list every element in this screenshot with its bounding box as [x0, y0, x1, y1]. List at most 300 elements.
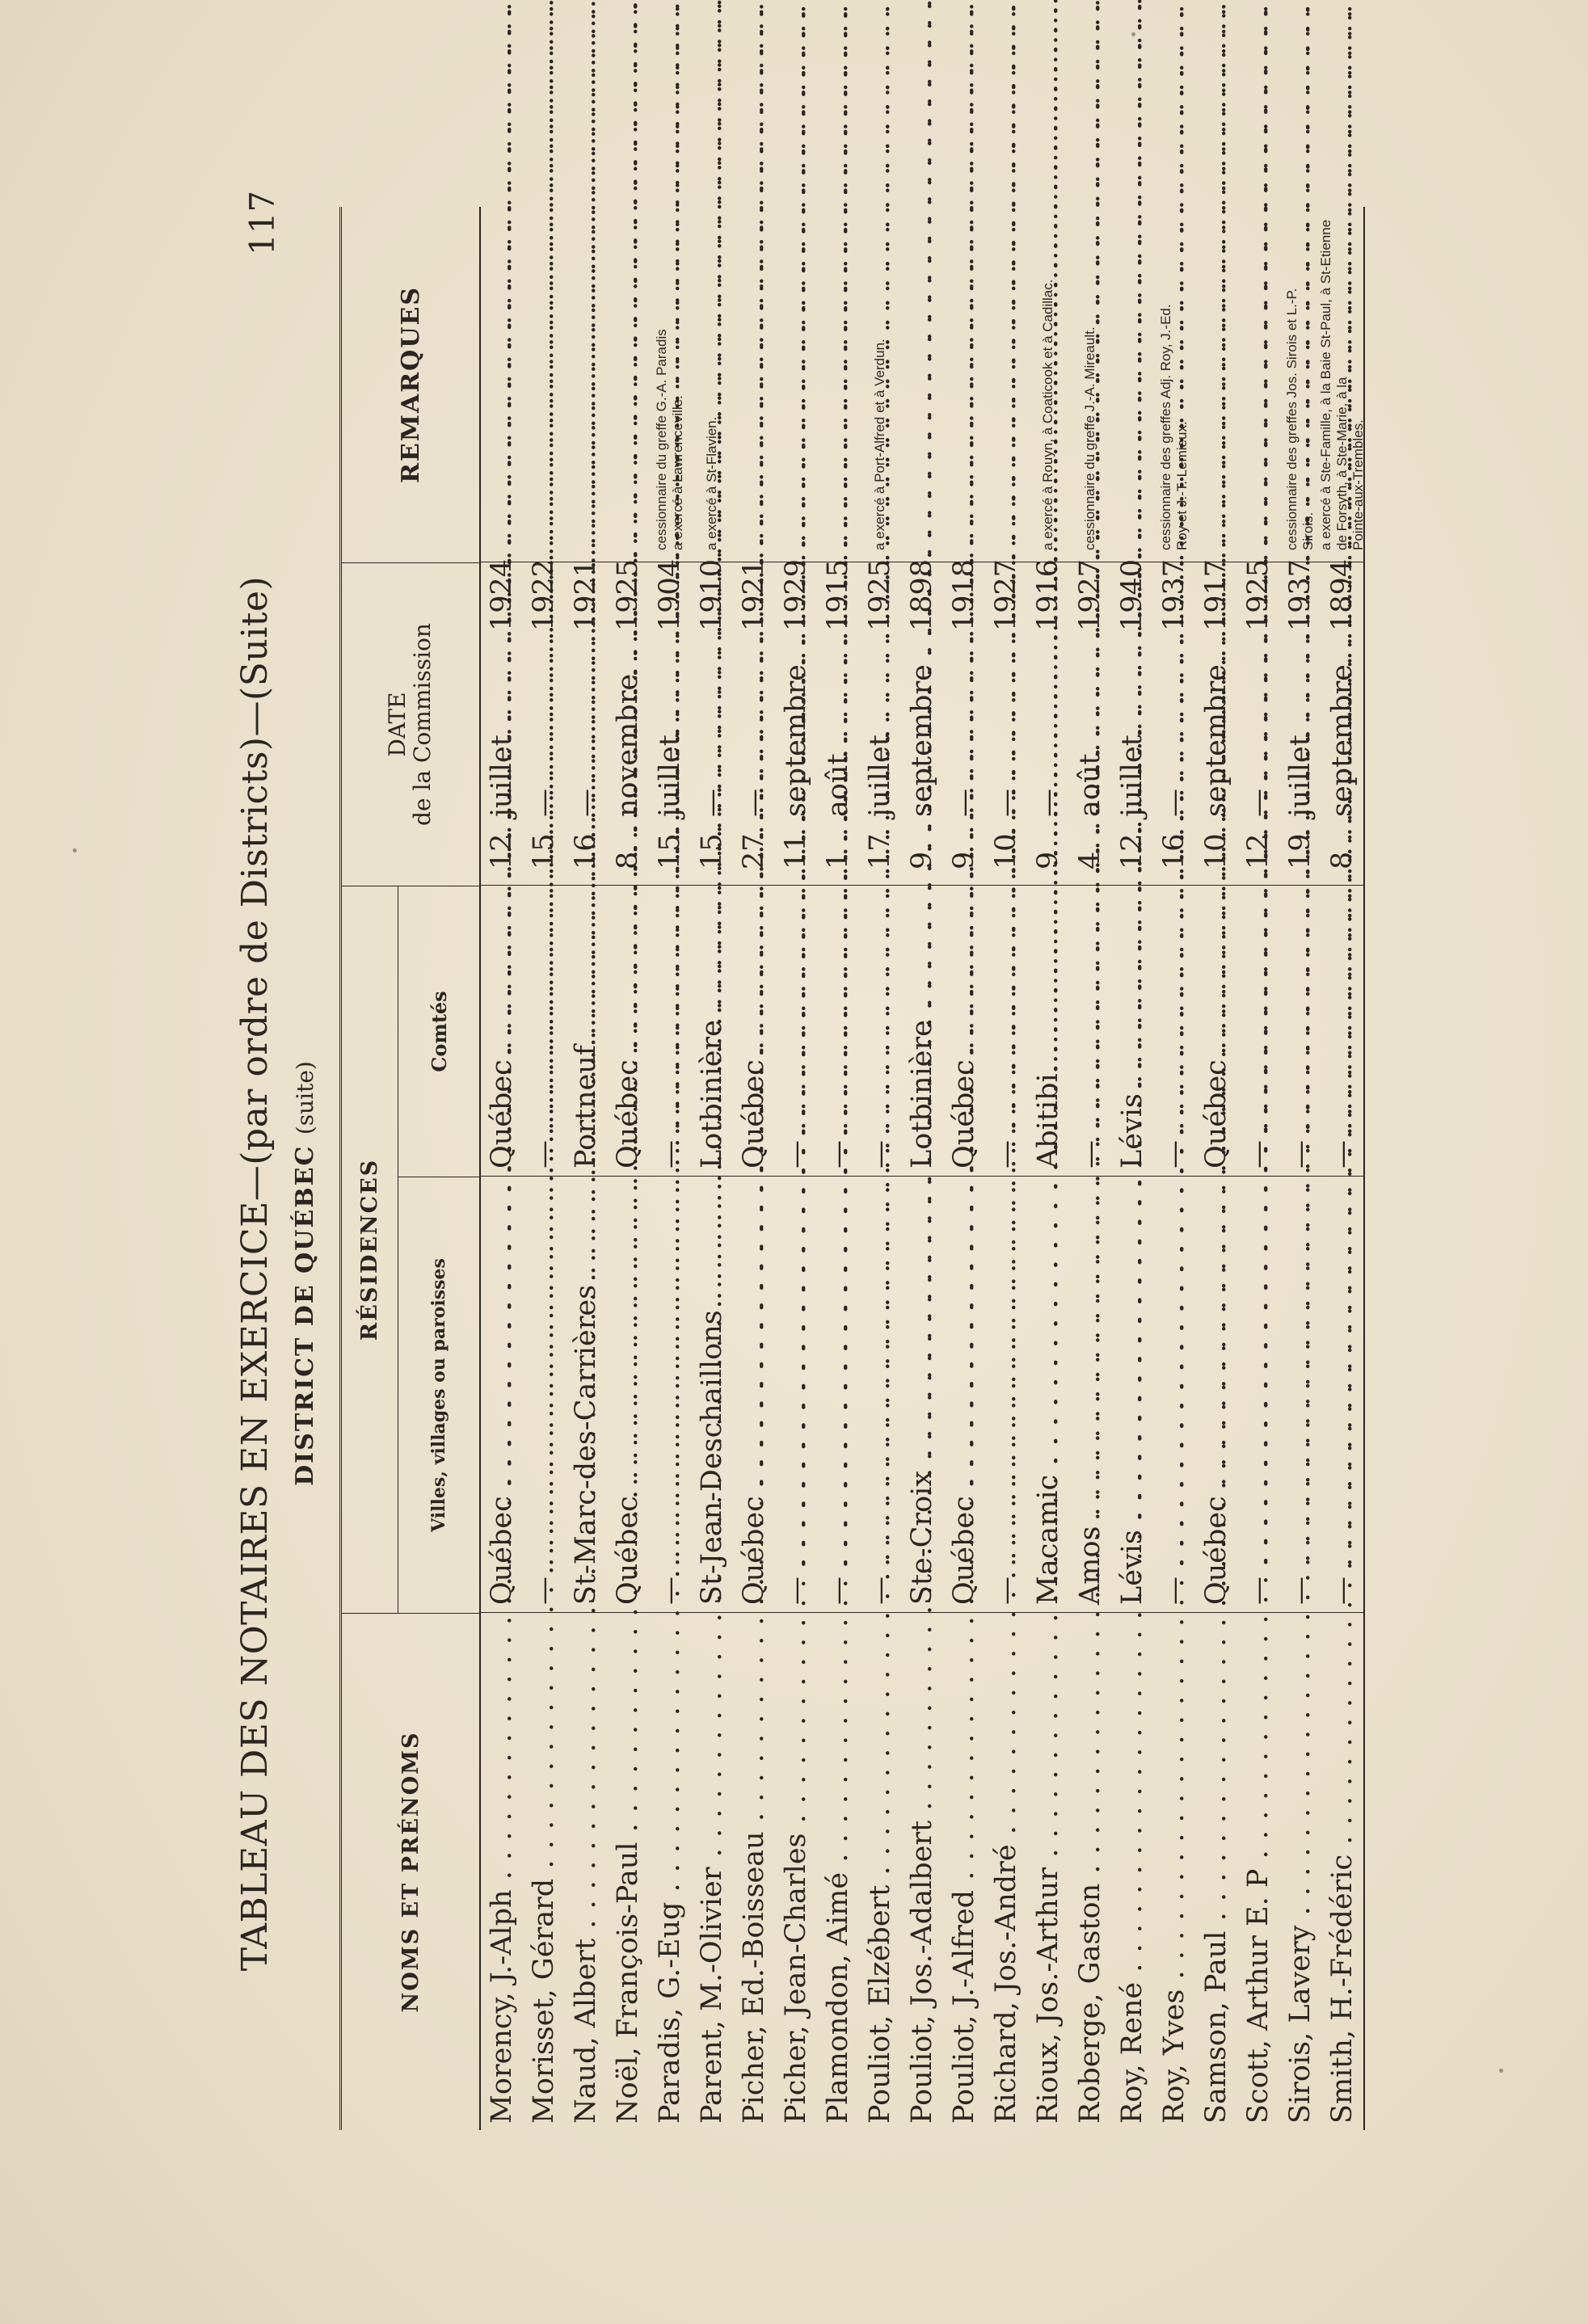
residence-ville-text: — [780, 1577, 812, 1605]
remarque [859, 207, 901, 550]
residence-comte-text: Lotbinière [906, 1020, 938, 1168]
commission-month [565, 615, 607, 817]
commission-year [1153, 558, 1195, 631]
residence-comte [607, 886, 649, 1168]
commission-month-text: — [1032, 789, 1064, 817]
commission-day-text: 16 [570, 833, 602, 869]
notaire-name-text: Parent, M.-Olivier [696, 1867, 728, 2124]
commission-year-text: 1922 [528, 558, 560, 631]
residence-ville-text: Macamic [1032, 1474, 1064, 1605]
residence-comte-text: — [864, 1140, 896, 1168]
page-number: 117 [242, 190, 282, 255]
table-row [817, 207, 859, 2130]
table-row [691, 207, 733, 2130]
remarque-line: Sirois. [1300, 512, 1316, 550]
residence-comte-text: — [1284, 1140, 1316, 1168]
remarque [1153, 207, 1195, 550]
residence-ville-text: Québec [486, 1496, 518, 1605]
commission-day-text: 9 [1032, 851, 1064, 869]
commission-year-text: 1916 [1032, 558, 1064, 631]
commission-day [649, 821, 691, 869]
commission-day [733, 821, 775, 869]
table-body [481, 207, 1366, 2130]
residence-ville [649, 1177, 691, 1605]
commission-month [1237, 615, 1279, 817]
commission-year-text: 1927 [990, 558, 1022, 631]
notaire-name-text: Smith, H.-Frédéric [1326, 1854, 1358, 2124]
commission-year-text: 1927 [1074, 558, 1106, 631]
notaire-name [901, 1613, 943, 2124]
residence-ville [985, 1177, 1027, 1605]
commission-year [523, 558, 565, 631]
column-divider [479, 885, 1363, 886]
notaire-name-text: Roberge, Gaston [1074, 1883, 1106, 2124]
commission-day [481, 821, 523, 869]
residence-ville-text: Québec [738, 1496, 770, 1605]
commission-day [943, 821, 985, 869]
notaire-name [733, 1613, 775, 2124]
commission-year [1237, 558, 1279, 631]
commission-month-text: septembre [780, 664, 812, 817]
residence-comte-text: Québec [612, 1059, 644, 1168]
residence-ville-text: Québec [612, 1496, 644, 1605]
residence-comte-text: — [1158, 1140, 1190, 1168]
table-row [523, 207, 565, 2130]
commission-year-text: 1925 [864, 558, 896, 631]
header-villes: Villes, villages ou paroisses [398, 1177, 479, 1613]
table-row [901, 207, 943, 2130]
header-date [342, 562, 479, 886]
residence-ville-text: — [1326, 1577, 1358, 1605]
commission-month-text: novembre [612, 673, 644, 817]
residence-comte-text: Lotbinière [696, 1020, 728, 1168]
remarque [817, 207, 859, 550]
residence-comte-text: Québec [486, 1059, 518, 1168]
notaire-name-text: Paradis, G.-Eug [654, 1901, 686, 2124]
commission-month [481, 615, 523, 817]
table-header [342, 207, 481, 2130]
commission-day [817, 821, 859, 869]
table-row [1237, 207, 1279, 2130]
commission-day-text: 12 [1242, 833, 1274, 869]
residence-ville [775, 1177, 817, 1605]
remarque [649, 207, 691, 550]
commission-year [1321, 558, 1363, 631]
header-comtes: Comtés [398, 886, 479, 1177]
notaire-name [775, 1613, 817, 2124]
commission-year [1111, 558, 1153, 631]
district-suite: (suite) [292, 1061, 318, 1135]
residence-comte-text: Québec [1200, 1059, 1232, 1168]
commission-year [481, 558, 523, 631]
residence-comte-text: — [654, 1140, 686, 1168]
commission-month-text: — [696, 789, 728, 817]
commission-year [565, 558, 607, 631]
commission-month [901, 615, 943, 817]
notaire-name [1153, 1613, 1195, 2124]
residence-ville [733, 1177, 775, 1605]
remarque [565, 207, 607, 550]
commission-day-text: 17 [864, 833, 896, 869]
residence-ville [901, 1177, 943, 1605]
commission-day [523, 821, 565, 869]
notaire-name-text: Noël, François-Paul [612, 1842, 644, 2124]
commission-month [1279, 615, 1321, 817]
table-row [649, 207, 691, 2130]
commission-day-text: 8 [612, 851, 644, 869]
table-row [565, 207, 607, 2130]
notaire-name [1321, 1613, 1363, 2124]
remarque [1069, 207, 1111, 550]
remarque [901, 207, 943, 550]
commission-month [691, 615, 733, 817]
commission-month [607, 615, 649, 817]
column-divider [479, 1612, 1363, 1613]
residence-ville-text: — [1284, 1577, 1316, 1605]
residence-comte [1195, 886, 1237, 1168]
commission-month [859, 615, 901, 817]
header-date-line2: de la Commission [409, 623, 436, 826]
commission-day [985, 821, 1027, 869]
commission-year-text: 1917 [1200, 558, 1232, 631]
table-row [943, 207, 985, 2130]
notaire-name [859, 1613, 901, 2124]
remarque [1111, 207, 1153, 550]
commission-year [1069, 558, 1111, 631]
commission-month-text: juillet [486, 735, 518, 817]
residence-ville [1321, 1177, 1363, 1605]
residence-comte-text: — [990, 1140, 1022, 1168]
residence-comte [733, 886, 775, 1168]
commission-year [1279, 558, 1321, 631]
commission-month [1027, 615, 1069, 817]
residence-ville-text: — [528, 1577, 560, 1605]
commission-day [1195, 821, 1237, 869]
notaire-name-text: Plamondon, Aimé [822, 1871, 854, 2124]
residence-comte [775, 886, 817, 1168]
remarque [985, 207, 1027, 550]
commission-day [1027, 821, 1069, 869]
commission-year-text: 1910 [696, 558, 728, 631]
remarque-line: a exercé à St-Flavien. [704, 416, 719, 550]
commission-month [1321, 615, 1363, 817]
residence-ville-text: — [1158, 1577, 1190, 1605]
commission-day-text: 4 [1074, 851, 1106, 869]
residence-comte [523, 886, 565, 1168]
commission-year-text: 1937 [1284, 558, 1316, 631]
commission-day-text: 15 [654, 833, 686, 869]
commission-day-text: 15 [696, 833, 728, 869]
commission-day [1321, 821, 1363, 869]
residence-ville-text: St-Marc-des-Carrières [570, 1284, 602, 1605]
remarque [1195, 207, 1237, 550]
table-row [481, 207, 523, 2130]
commission-month [1111, 615, 1153, 817]
notaire-name [1237, 1613, 1279, 2124]
table-row [1318, 207, 1366, 2130]
commission-day-text: 12 [1116, 833, 1148, 869]
remarque [943, 207, 985, 550]
remarque [1027, 207, 1069, 550]
residence-comte-text: — [528, 1140, 560, 1168]
commission-day-text: 10 [1200, 833, 1232, 869]
commission-year [649, 558, 691, 631]
notaire-name-text: Samson, Paul [1200, 1930, 1232, 2124]
residence-comte [1069, 886, 1111, 1168]
commission-day [775, 821, 817, 869]
remarque [1237, 207, 1279, 550]
commission-year-text: 1921 [738, 558, 770, 631]
remarque-line: cessionnaire du greffe J.-A. Mireault. [1082, 326, 1097, 550]
column-divider [479, 1176, 1363, 1177]
commission-day-text: 8 [1326, 851, 1358, 869]
notaire-name [481, 1613, 523, 2124]
remarque-line: cessionnaire des greffes Jos. Sirois et L.-P. [1284, 288, 1299, 550]
residence-ville [691, 1177, 733, 1605]
residence-ville-text: Québec [948, 1496, 980, 1605]
residence-comte [943, 886, 985, 1168]
commission-year [985, 558, 1027, 631]
residence-comte [481, 886, 523, 1168]
notaire-name [523, 1613, 565, 2124]
residence-comte [1321, 886, 1363, 1168]
commission-year [817, 558, 859, 631]
commission-year [1195, 558, 1237, 631]
residence-comte [859, 886, 901, 1168]
residence-ville [1237, 1177, 1279, 1605]
residence-comte-text: — [780, 1140, 812, 1168]
commission-month-text: — [1158, 789, 1190, 817]
notaire-name [1111, 1613, 1153, 2124]
commission-day-text: 11 [780, 833, 812, 869]
remarque [481, 207, 523, 550]
commission-year-text: 1924 [486, 558, 518, 631]
header-residences: RÉSIDENCES [342, 886, 398, 1613]
commission-month [817, 615, 859, 817]
notaire-name-text: Pouliot, J.-Alfred [948, 1889, 980, 2124]
residence-comte-text: Québec [738, 1059, 770, 1168]
residence-comte [1237, 886, 1279, 1168]
header-noms: NOMS ET PRÉNOMS [342, 1613, 479, 2130]
remarque-line: a exercé à Ste-Famille, à la Baie St-Paul, à St-Etienne de Forsyth, à Ste-Marie, à la [1318, 219, 1350, 550]
residence-ville-text: Lévis [1116, 1530, 1148, 1605]
commission-year-text: 1940 [1116, 558, 1148, 631]
remarque [607, 207, 649, 550]
residence-comte-text: Québec [948, 1059, 980, 1168]
residence-ville [481, 1177, 523, 1605]
residence-ville [1027, 1177, 1069, 1605]
notaire-name-text: Roy, Yves [1158, 1989, 1190, 2124]
remarque-line: Pointe-aux-Trembles. [1350, 419, 1366, 550]
notaire-name [649, 1613, 691, 2124]
commission-day [901, 821, 943, 869]
notaire-name-text: Richard, Jos.-André [990, 1844, 1022, 2124]
commission-month-text: — [528, 789, 560, 817]
commission-month-text: — [570, 789, 602, 817]
residence-ville-text: Amos [1074, 1526, 1106, 1605]
commission-year-text: 1898 [906, 558, 938, 631]
commission-year-text: 1921 [570, 558, 602, 631]
commission-month [985, 615, 1027, 817]
district-name: DISTRICT DE QUÉBEC [291, 1144, 319, 1486]
commission-month-text: juillet [1284, 735, 1316, 817]
commission-day-text: 10 [990, 833, 1022, 869]
residence-ville-text: — [822, 1577, 854, 1605]
residence-comte-text: Portneuf [570, 1045, 602, 1168]
residence-comte-text: — [1074, 1140, 1106, 1168]
notaire-name [943, 1613, 985, 2124]
notaire-name [817, 1613, 859, 2124]
residence-ville [943, 1177, 985, 1605]
commission-month-text: août [822, 753, 854, 817]
residence-ville-text: Québec [1200, 1496, 1232, 1605]
district-subtitle [291, 465, 319, 2082]
remarque [691, 207, 733, 550]
commission-day-text: 19 [1284, 833, 1316, 869]
residence-ville [523, 1177, 565, 1605]
residence-ville [817, 1177, 859, 1605]
residence-comte [985, 886, 1027, 1168]
commission-day-text: 1 [822, 851, 854, 869]
notaire-name [1195, 1613, 1237, 2124]
residence-comte-text: Abitibi [1032, 1073, 1064, 1168]
commission-day [1069, 821, 1111, 869]
notaire-name-text: Morisset, Gérard [528, 1878, 560, 2124]
commission-month [649, 615, 691, 817]
residence-ville [607, 1177, 649, 1605]
remarque-line: a exercé à Rouyn, à Coaticook et à Cadillac. [1040, 279, 1055, 550]
residence-ville [565, 1177, 607, 1605]
commission-year-text: 1915 [822, 558, 854, 631]
table-row [607, 207, 649, 2130]
commission-day [691, 821, 733, 869]
remarque-line: cessionnaire du greffe G.-A. Paradis [654, 329, 669, 550]
commission-day [1153, 821, 1195, 869]
commission-year [1027, 558, 1069, 631]
commission-month-text: septembre [1200, 664, 1232, 817]
remarque [1279, 207, 1321, 550]
commission-year-text: 1937 [1158, 558, 1190, 631]
notaire-name [565, 1613, 607, 2124]
commission-month-text: — [948, 789, 980, 817]
commission-day-text: 9 [906, 851, 938, 869]
commission-month [943, 615, 985, 817]
residence-ville [1069, 1177, 1111, 1605]
commission-year [607, 558, 649, 631]
commission-month-text: — [990, 789, 1022, 817]
remarque-line: a exercé à Port-Alfred et à Verdun. [872, 339, 887, 550]
residence-ville [859, 1177, 901, 1605]
commission-month-text: septembre [906, 664, 938, 817]
commission-year-text: 1925 [1242, 558, 1274, 631]
table-row [775, 207, 817, 2130]
remarque-line: cessionnaire des greffes Adj. Roy, J.-Ed. [1158, 304, 1173, 550]
residence-comte-text: — [822, 1140, 854, 1168]
remarque [775, 207, 817, 550]
commission-month-text: juillet [864, 735, 896, 817]
commission-year [691, 558, 733, 631]
residence-ville-text: — [990, 1577, 1022, 1605]
remarque [523, 207, 565, 550]
commission-day-text: 16 [1158, 833, 1190, 869]
commission-year [733, 558, 775, 631]
residence-comte [691, 886, 733, 1168]
notaire-name-text: Roy, René [1116, 1981, 1148, 2124]
notaire-name [985, 1613, 1027, 2124]
notaire-name-text: Pouliot, Elzébert [864, 1884, 896, 2124]
table-row [733, 207, 775, 2130]
residence-ville [1195, 1177, 1237, 1605]
header-date-line1: DATE [384, 692, 411, 757]
commission-month-text: août [1074, 753, 1106, 817]
notaire-name [607, 1613, 649, 2124]
residence-comte [1153, 886, 1195, 1168]
table-row [985, 207, 1027, 2130]
residence-ville-text: — [1242, 1577, 1274, 1605]
commission-month-text: septembre [1326, 664, 1358, 817]
commission-year-text: 1904 [654, 558, 686, 631]
commission-month [1153, 615, 1195, 817]
table-row [859, 207, 901, 2130]
commission-year-text: 1925 [612, 558, 644, 631]
notaire-name-text: Scott, Arthur E. P [1242, 1868, 1274, 2124]
commission-month-text: — [1242, 789, 1274, 817]
commission-day [1237, 821, 1279, 869]
residence-ville-text: — [654, 1577, 686, 1605]
commission-month-text: — [738, 789, 770, 817]
table-row [1195, 207, 1237, 2130]
commission-day-text: 15 [528, 833, 560, 869]
commission-day-text: 9 [948, 851, 980, 869]
commission-year-text: 1929 [780, 558, 812, 631]
residence-comte [1027, 886, 1069, 1168]
notaire-name-text: Sirois, Lavery [1284, 1925, 1316, 2124]
notaire-name-text: Picher, Jean-Charles [780, 1833, 812, 2124]
commission-year-text: 1894 [1326, 558, 1358, 631]
commission-month [733, 615, 775, 817]
table-row [1111, 207, 1153, 2130]
commission-day-text: 27 [738, 833, 770, 869]
commission-month-text: juillet [654, 735, 686, 817]
notaire-name-text: Pouliot, Jos.-Adalbert [906, 1820, 938, 2124]
commission-day [607, 821, 649, 869]
remarque-line: a exercé à Lawrenceville. [670, 395, 685, 550]
residence-ville [1153, 1177, 1195, 1605]
notaire-name-text: Naud, Albert [570, 1938, 602, 2124]
commission-month [1069, 615, 1111, 817]
commission-month [523, 615, 565, 817]
residence-comte [649, 886, 691, 1168]
commission-day [1279, 821, 1321, 869]
remarque [1318, 207, 1366, 550]
header-remarques: REMARQUES [396, 285, 425, 484]
commission-day [859, 821, 901, 869]
notaire-name [1027, 1613, 1069, 2124]
notaire-name [1279, 1613, 1321, 2124]
table-row [1069, 207, 1111, 2130]
residence-comte [565, 886, 607, 1168]
commission-month-text: juillet [1116, 735, 1148, 817]
commission-year [859, 558, 901, 631]
table-row [1279, 207, 1321, 2130]
commission-day [565, 821, 607, 869]
residence-ville [1279, 1177, 1321, 1605]
commission-year-text: 1918 [948, 558, 980, 631]
notaire-name [691, 1613, 733, 2124]
residence-comte-text: Lévis [1116, 1093, 1148, 1168]
residence-ville-text: Ste-Croix [906, 1470, 938, 1605]
commission-year [943, 558, 985, 631]
